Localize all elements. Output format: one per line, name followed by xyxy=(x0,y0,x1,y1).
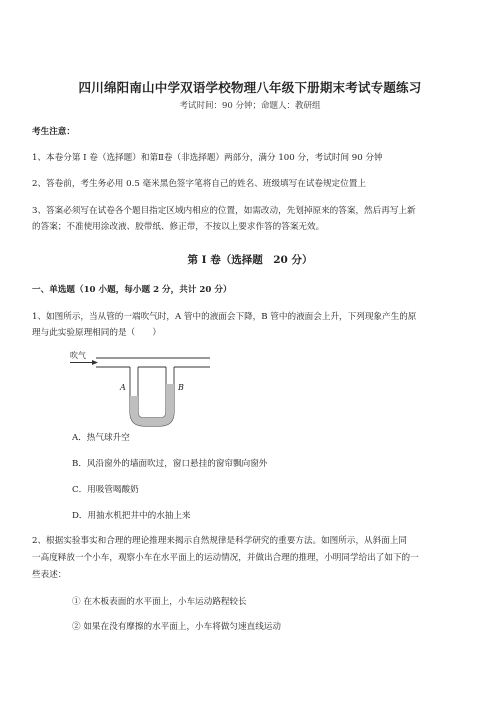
notice-item-2: 2、答卷前，考生务必用 0.5 毫米黑色签字笔将自己的姓名、班级填写在试卷规定位置上 xyxy=(32,179,366,189)
question-2-line-1: 2、根据实验事实和合理的理论推理来揭示自然规律是科学研究的重要方法。如图所示，从斜面上同 xyxy=(32,536,408,546)
notice-item-3: 3、答案必须写在试卷各个题目指定区域内相应的位置，如需改动，先划掉原来的答案，然后再写上新 xyxy=(32,206,416,216)
notice-item-3-cont: 的答案；不准使用涂改液、胶带纸、修正带，不按以上要求作答的答案无效。 xyxy=(32,222,325,232)
question-1-line-2: 理与此实验原理相同的是（ ） xyxy=(32,328,161,338)
statement-1: ① 在木板表面的水平面上，小车运动路程较长 xyxy=(72,597,247,607)
u-tube-figure xyxy=(68,350,218,432)
option-c[interactable]: C．用吸管喝酸奶 xyxy=(72,485,139,495)
option-d[interactable]: D．用抽水机把井中的水抽上来 xyxy=(72,511,191,521)
part-heading: 一、单选题（10 小题，每小题 2 分，共计 20 分） xyxy=(32,285,232,295)
page-title: 四川绵阳南山中学双语学校物理八年级下册期末考试专题练习 xyxy=(78,80,422,95)
blow-label: 吹气 xyxy=(70,351,86,360)
label-b: B xyxy=(178,383,184,392)
statement-2: ② 如果在没有摩擦的水平面上，小车将做匀速直线运动 xyxy=(72,622,281,632)
option-b[interactable]: B．风沿窗外的墙面吹过，窗口悬挂的窗帘飘向窗外 xyxy=(72,459,268,469)
option-a[interactable]: A．热气球升空 xyxy=(72,433,130,443)
liquid xyxy=(130,384,174,426)
question-2-line-3: 些表述： xyxy=(32,570,67,580)
exam-info: 考试时间：90 分钟；命题人：教研组 xyxy=(179,101,321,111)
notice-heading: 考生注意： xyxy=(32,127,75,137)
question-2-line-2: 一高度释放一个小车，观察小车在水平面上的运动情况，并做出合理的推理，小明同学给出了如下的一 xyxy=(32,553,419,563)
label-a: A xyxy=(120,383,126,392)
notice-item-1: 1、本卷分第 I 卷（选择题）和第Ⅱ卷（非选择题）两部分，满分 100 分，考试时间 90 分钟 xyxy=(32,153,383,163)
question-1-line-1: 1、如图所示，当从管的一端吹气时，A 管中的液面会下降，B 管中的液面会上升，下列现象产生的原 xyxy=(32,312,417,322)
section-title: 第 I 卷（选择题 20 分） xyxy=(187,254,313,266)
